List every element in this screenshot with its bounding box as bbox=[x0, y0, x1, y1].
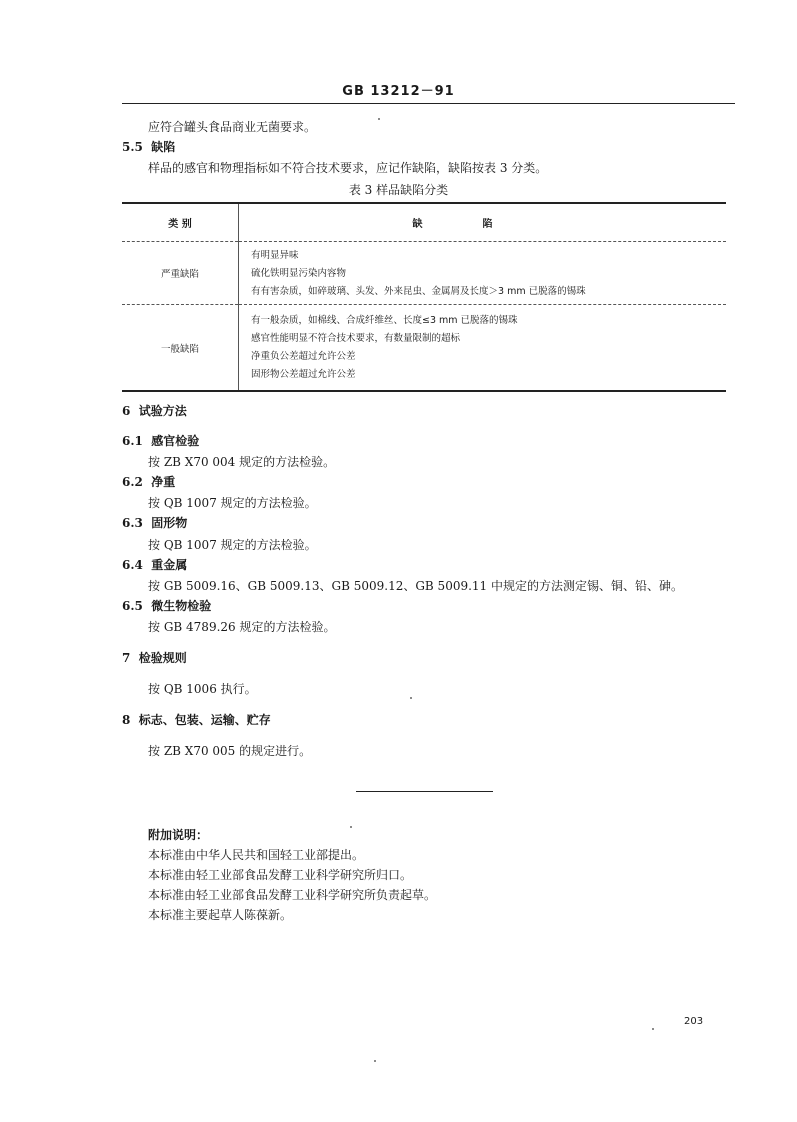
section-number: 8 bbox=[122, 713, 131, 727]
col-header-defect: 缺陷 bbox=[239, 203, 727, 242]
section-5-5-heading bbox=[122, 140, 175, 154]
scan-speck bbox=[374, 1060, 376, 1062]
defect-item: 净重负公差超过允许公差 bbox=[251, 351, 356, 362]
section-number: 6.1 bbox=[122, 434, 143, 448]
section-title: 固形物 bbox=[151, 516, 188, 530]
defect-item: 有有害杂质，如碎玻璃、头发、外来昆虫、金属屑及长度＞3 mm 已脱落的锡珠 bbox=[251, 286, 586, 297]
note-line: 本标准由轻工业部食品发酵工业科学研究所归口。 bbox=[148, 868, 413, 882]
page-number: 203 bbox=[684, 1016, 704, 1027]
section-number: 6.2 bbox=[122, 475, 143, 489]
section-6-2-heading bbox=[122, 475, 175, 489]
section-number: 7 bbox=[122, 651, 131, 665]
section-title: 感官检验 bbox=[151, 434, 200, 448]
section-6-5-body: 按 GB 4789.26 规定的方法检验。 bbox=[148, 620, 336, 634]
defect-item: 感官性能明显不符合技术要求，有数量限制的超标 bbox=[251, 333, 461, 344]
items-cell bbox=[239, 305, 727, 392]
scan-speck bbox=[350, 826, 352, 828]
scan-speck bbox=[652, 1028, 654, 1030]
section-8-heading bbox=[122, 713, 271, 727]
table-row bbox=[122, 305, 726, 392]
section-title: 检验规则 bbox=[138, 651, 187, 665]
defect-item: 固形物公差超过允许公差 bbox=[251, 369, 356, 380]
defect-item: 硫化铁明显污染内容物 bbox=[251, 268, 347, 279]
section-title: 标志、包装、运输、贮存 bbox=[138, 713, 271, 727]
section-6-5-heading bbox=[122, 599, 211, 613]
section-6-3-body: 按 QB 1007 规定的方法检验。 bbox=[148, 538, 317, 552]
section-6-3-heading bbox=[122, 516, 187, 530]
section-6-2-body: 按 QB 1007 规定的方法检验。 bbox=[148, 496, 317, 510]
table-header-row bbox=[122, 203, 726, 242]
scan-speck bbox=[410, 697, 412, 699]
section-6-4-heading bbox=[122, 558, 187, 572]
section-number: 6.4 bbox=[122, 558, 143, 572]
col-header-category: 类 别 bbox=[122, 203, 239, 242]
section-title: 微生物检验 bbox=[151, 599, 212, 613]
note-line: 本标准由轻工业部食品发酵工业科学研究所负责起草。 bbox=[148, 888, 437, 902]
scan-speck bbox=[378, 118, 380, 120]
section-title: 缺陷 bbox=[151, 140, 176, 154]
header-rule bbox=[122, 103, 735, 104]
intro-line: 应符合罐头食品商业无菌要求。 bbox=[148, 120, 317, 134]
defect-table bbox=[122, 202, 726, 392]
section-6-heading bbox=[122, 404, 187, 418]
standard-code-header: GB 13212－91 bbox=[342, 84, 455, 99]
table-caption: 表 3 样品缺陷分类 bbox=[348, 183, 449, 197]
section-7-body: 按 QB 1006 执行。 bbox=[148, 682, 257, 696]
items-cell bbox=[239, 242, 727, 305]
table-row bbox=[122, 242, 726, 305]
section-number: 6.5 bbox=[122, 599, 143, 613]
note-line: 本标准由中华人民共和国轻工业部提出。 bbox=[148, 848, 365, 862]
section-6-4-body: 按 GB 5009.16、GB 5009.13、GB 5009.12、GB 5009.11 中规定的方法测定锡、铜、铅、砷。 bbox=[148, 579, 683, 593]
section-5-5-body: 样品的感官和物理指标如不符合技术要求，应记作缺陷，缺陷按表 3 分类。 bbox=[148, 161, 548, 175]
end-rule bbox=[356, 791, 493, 792]
category-cell: 严重缺陷 bbox=[122, 242, 239, 305]
section-8-body: 按 ZB X70 005 的规定进行。 bbox=[148, 744, 312, 758]
section-number: 5.5 bbox=[122, 140, 143, 154]
defect-item: 有明显异味 bbox=[251, 250, 299, 261]
section-title: 重金属 bbox=[151, 558, 188, 572]
defect-item: 有一般杂质，如棉线、合成纤维丝、长度≤3 mm 已脱落的锡珠 bbox=[251, 315, 518, 326]
section-title: 净重 bbox=[151, 475, 176, 489]
section-title: 试验方法 bbox=[138, 404, 187, 418]
section-6-1-body: 按 ZB X70 004 规定的方法检验。 bbox=[148, 455, 336, 469]
section-6-1-heading bbox=[122, 434, 199, 448]
section-number: 6 bbox=[122, 404, 131, 418]
section-number: 6.3 bbox=[122, 516, 143, 530]
note-line: 本标准主要起草人陈葆新。 bbox=[148, 908, 293, 922]
category-cell: 一般缺陷 bbox=[122, 305, 239, 392]
notes-title: 附加说明： bbox=[148, 828, 209, 842]
section-7-heading bbox=[122, 651, 187, 665]
